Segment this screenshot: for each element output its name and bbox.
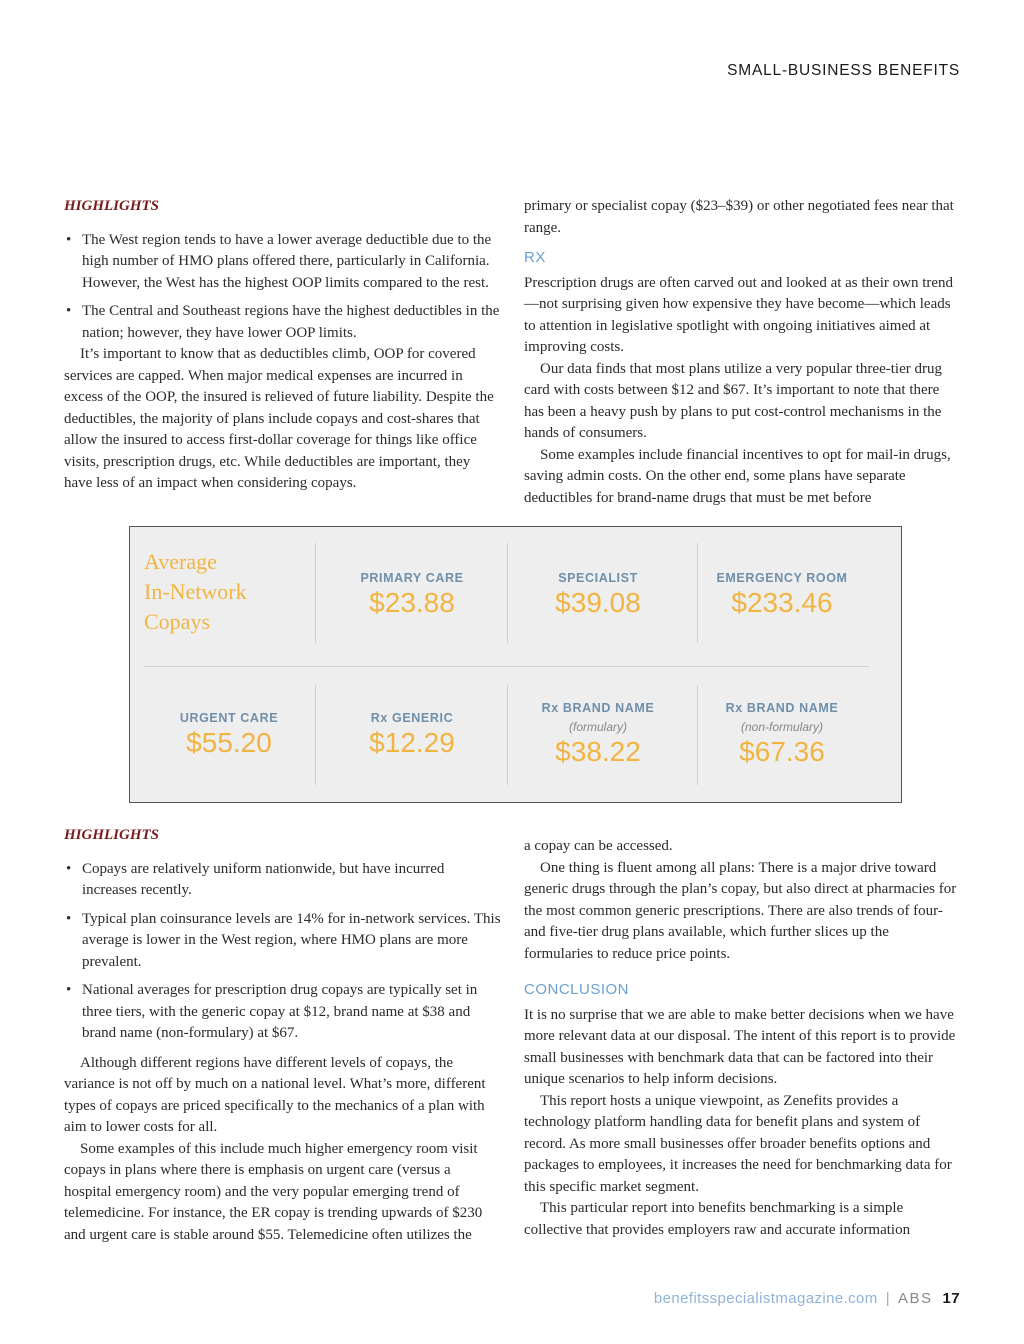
top-right-column [524,196,960,509]
rx-brand-formulary-copay: Rx BRAND NAME (formulary) $38.22 [541,701,655,767]
top-left-column [64,196,501,495]
body-paragraph: Prescription drugs are often carved out and looked at as their own trend—not surprising given how expensive they have become—which leads to attention in legislative spotlight with ongoing initiatives aimed at improving costs. [524,274,954,355]
divider [144,666,869,667]
highlights-heading: HIGHLIGHTS [64,827,160,843]
body-paragraph: a copay can be accessed. [524,838,673,854]
page-number: 17 [942,1290,960,1307]
body-paragraph: This report hosts a unique viewpoint, as Zenefits provides a technology platform handling data for benefit plans and system of record. As more small businesses offer broader benefits options and packages to employees, it increases the need for benchmarking data for this specific market segment. [524,1092,952,1195]
rx-heading: RX [524,249,546,266]
bottom-right-column [524,836,960,1241]
highlights-list [64,230,501,345]
list-item: • Copays are relatively uniform nationwide, but have incurred increases recently. [66,860,445,898]
body-paragraph: One thing is fluent among all plans: There is a major drive toward generic drugs through the plan’s copay, but also direct at pharmacies for the most common generic prescriptions. There are also trends of four- and five-tier drug plans available, which further slices up the formularies to reduce price points. [524,859,957,962]
list-item: • National averages for prescription drug copays are typically set in three tiers, with the generic copay at $12, brand name at $38 and brand name (non-formulary) at $67. [66,982,478,1041]
list-item: • Typical plan coinsurance levels are 14% for in-network services. This average is lower in the West region, where HMO plans are more prevalent. [66,910,501,970]
body-paragraph: Some examples of this include much higher emergency room visit copays in plans where there is emphasis on urgent care (versus a hospital emergency room) and the very popular emerging trend of telemedicine. For instance, the ER copay is trending upwards of $230 and urgent care is stable around $55. Telemedicine often utilizes the [64,1140,483,1243]
body-paragraph: It’s important to know that as deductibles climb, OOP for covered services are capped. When major medical expenses are incurred in excess of the OOP, the insured is relieved of future liability. Despite the deductibles, the majority of plans include copays and cost-shares that allow the insured to access first-dollar coverage for things like office visits, prescription drugs, etc. While deductibles are important, they have less of an impact when considering copays. [64,346,494,491]
box-title: Average In-Network Copays [144,549,247,634]
footer-site-link[interactable]: benefitsspecialistmagazine.com [653,1290,878,1307]
conclusion-heading: CONCLUSION [524,981,630,998]
body-paragraph: This particular report into benefits benchmarking is a simple collective that provides employers raw and accurate information [524,1200,911,1238]
page-footer [654,1290,960,1307]
rx-brand-nonformulary-copay: Rx BRAND NAME (non-formulary) $67.36 [725,701,839,767]
body-paragraph: Although different regions have different levels of copays, the variance is not off by much on a national level. What’s more, different types of copays are priced specifically to the mechanics of a plan with aim to lower costs for all. [64,1054,486,1135]
body-paragraph: Our data finds that most plans utilize a very popular three-tier drug card with costs between $12 and $67. It’s important to note that there has been a heavy push by plans to put cost-control mechanisms in the hands of consumers. [524,360,942,441]
urgent-care-copay: URGENT CARE $55.20 [179,711,279,758]
highlights-heading: HIGHLIGHTS [64,198,160,214]
rx-generic-copay: Rx GENERIC $12.29 [369,711,455,758]
bottom-left-column [64,825,501,1246]
divider [315,543,316,643]
list-item: • The Central and Southeast regions have the highest deductibles in the nation; however, they have lower OOP limits. [66,303,500,341]
section-header: SMALL-BUSINESS BENEFITS [727,62,960,79]
body-paragraph: It is no surprise that we are able to make better decisions when we have more relevant data at our disposal. The intent of this report is to provide small businesses with benchmark data that can be factored into their unique scenarios to help inform decisions. [524,1006,956,1087]
copay-summary-box [129,526,902,803]
specialist-copay: SPECIALIST $39.08 [555,571,641,618]
list-item: • The West region tends to have a lower average deductible due to the high number of HMO plans offered there, particularly in California. However, the West has the highest OOP limits compared to the rest. [66,231,492,291]
emergency-room-copay: EMERGENCY ROOM $233.46 [716,571,848,618]
body-paragraph: primary or specialist copay ($23–$39) or other negotiated fees near that range. [524,198,954,236]
primary-care-copay: PRIMARY CARE $23.88 [360,571,464,618]
highlights-list [64,859,501,1045]
footer-magazine: ABS [897,1290,933,1307]
body-paragraph: Some examples include financial incentives to opt for mail-in drugs, saving admin costs. On the other end, some plans have separate deductibles for brand-name drugs that must be met before [524,446,951,506]
footer-separator: | [885,1290,890,1307]
